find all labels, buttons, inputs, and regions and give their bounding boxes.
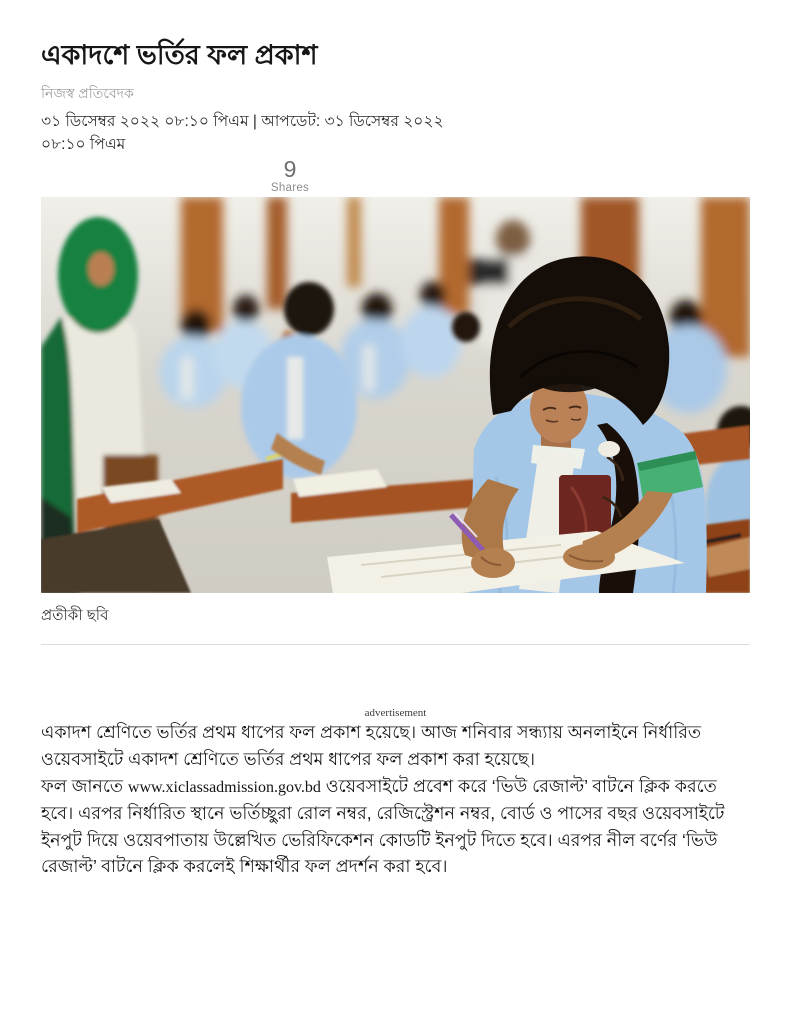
- paragraph-2: [41, 773, 750, 880]
- paragraph-1: একাদশ শ্রেণিতে ভর্তির প্রথম ধাপের ফল প্রকাশ হয়েছে। আজ শনিবার সন্ধ্যায় অনলাইনে নির্ধারিত ওয়েবসাইটে একাদশ শ্রেণিতে ভর্তির প্রথম ধাপের ফল প্রকাশ করা হয়েছে।: [41, 722, 702, 770]
- paragraph-2-lead: ফল জানতে: [41, 775, 128, 796]
- classroom-photo-illustration: [41, 197, 750, 593]
- page-title: একাদশে ভর্তির ফল প্রকাশ: [41, 40, 318, 70]
- admission-website-link[interactable]: www.xiclassadmission.gov.bd: [127, 778, 321, 796]
- share-count: 9: [283, 155, 297, 182]
- article-image: [41, 197, 750, 593]
- share-count-widget: [229, 156, 351, 194]
- paragraph-2-rest: ওয়েবসাইটে প্রবেশ করে ‘ভিউ রেজাল্ট’ বাটনে ক্লিক করতে হবে। এরপর নির্ধারিত স্থানে ভর্তিচ্ছুরা রোল নম্বর, রেজিস্ট্রেশন নম্বর, বোর্ড ও পাসের বছর ওয়েবসাইটে ইনপুট দিয়ে ওয়েবপাতায় উল্লেখিত ভেরিফিকেশন কোডটি ইনপুট দিতে হবে। এরপর নীল বর্ণের ‘ভিউ রেজাল্ট’ বাটনে ক্লিক করলেই শিক্ষার্থীর ফল প্রদর্শন করা হবে।: [41, 775, 725, 877]
- divider: [41, 644, 750, 645]
- byline: নিজস্ব প্রতিবেদক: [41, 85, 134, 102]
- advertisement-label: advertisement: [364, 707, 427, 720]
- publish-dateline: ৩১ ডিসেম্বর ২০২২ ০৮:১০ পিএম | আপডেট: ৩১ ডিসেম্বর ২০২২ ০৮:১০ পিএম: [41, 113, 444, 153]
- image-caption: প্রতীকী ছবি: [41, 607, 109, 625]
- share-label: Shares: [270, 182, 310, 195]
- article-body: [41, 719, 750, 879]
